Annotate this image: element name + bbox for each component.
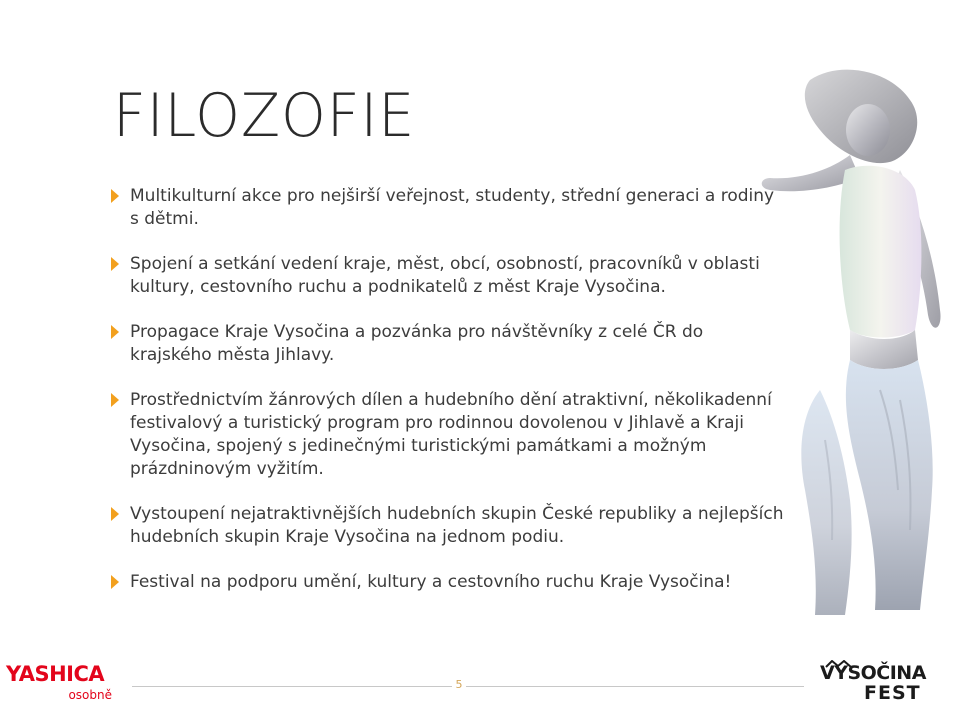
triangle-right-icon bbox=[111, 507, 119, 521]
bullet-item bbox=[106, 503, 786, 549]
bullet-item bbox=[106, 321, 786, 367]
bullet-item bbox=[106, 389, 786, 481]
triangle-right-icon bbox=[111, 325, 119, 339]
bullet-item bbox=[106, 185, 786, 231]
yashica-logo-brand: YASHICA bbox=[6, 662, 105, 686]
bullet-text: Prostřednictvím žánrových dílen a hudebního dění atraktivní, několikadenní festivalový a turistický program pro rodinnou dovolenou v Jihlavě a Kraji Vysočina, spojený s jedinečnými turistickými památkami a možným prázdninovým vyžitím. bbox=[130, 390, 772, 479]
bullet-text: Vystoupení nejatraktivnějších hudebních skupin České republiky a nejlepších hudebních skupin Kraje Vysočina na jednom podiu. bbox=[130, 504, 784, 547]
bullet-text: Spojení a setkání vedení kraje, měst, obcí, osobností, pracovníků v oblasti kultury, cestovního ruchu a podnikatelů z měst Kraje Vysočina. bbox=[130, 254, 760, 297]
bullet-text: Propagace Kraje Vysočina a pozvánka pro návštěvníky z celé ČR do krajského města Jihlavy. bbox=[130, 322, 704, 365]
yashica-logo bbox=[6, 664, 116, 708]
page-number: 5 bbox=[452, 678, 466, 691]
triangle-right-icon bbox=[111, 189, 119, 203]
bullet-text: Multikulturní akce pro nejširší veřejnost, studenty, střední generaci a rodiny s dětmi. bbox=[130, 186, 775, 229]
vysocina-fest-logo-line1: VYSOČINA bbox=[820, 662, 926, 684]
bullet-list bbox=[106, 185, 786, 616]
slide-title: FILOZOFIE bbox=[113, 81, 416, 151]
triangle-right-icon bbox=[111, 393, 119, 407]
footer-divider bbox=[132, 686, 804, 687]
vysocina-fest-logo bbox=[820, 660, 954, 708]
bullet-item bbox=[106, 253, 786, 299]
vysocina-fest-logo-line2: FEST bbox=[864, 682, 921, 704]
bullet-text: Festival na podporu umění, kultury a cestovního ruchu Kraje Vysočina! bbox=[130, 572, 732, 592]
triangle-right-icon bbox=[111, 575, 119, 589]
yashica-logo-sub: osobně bbox=[68, 688, 112, 702]
bullet-item bbox=[106, 571, 786, 594]
triangle-right-icon bbox=[111, 257, 119, 271]
